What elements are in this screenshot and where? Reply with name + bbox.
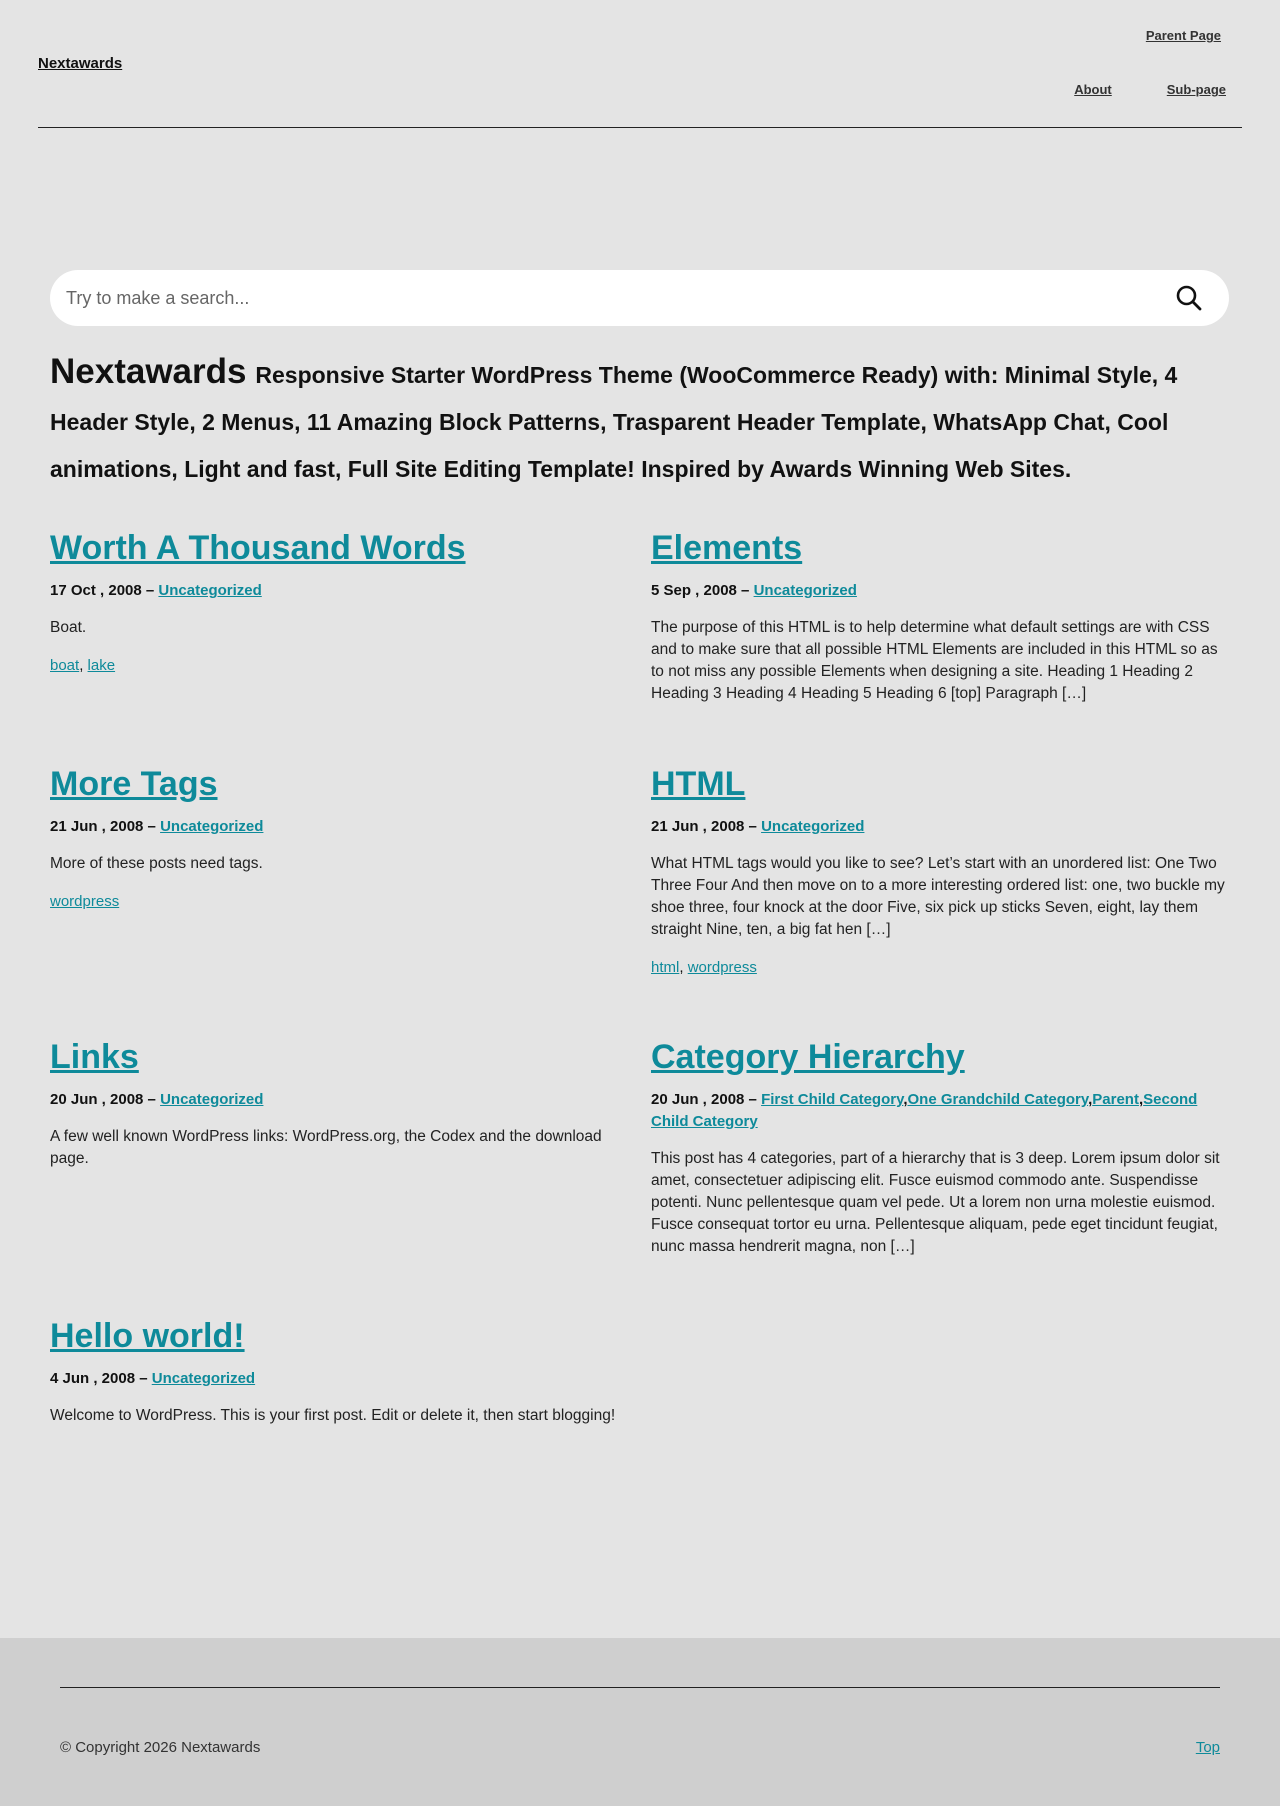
post-meta [50,1368,625,1390]
nav-item-sub-page[interactable]: Sub-page [1166,82,1226,97]
post-card [50,1314,625,1427]
post-title-link[interactable]: Worth A Thousand Words [50,529,466,567]
post-category-link[interactable]: Uncategorized [151,1370,256,1387]
post-meta [50,816,625,838]
post-category-link[interactable]: Second Child Category [651,1091,1198,1130]
post-title-link[interactable]: Links [50,1038,139,1076]
post-tag-link[interactable]: wordpress [50,893,120,910]
post-meta [651,580,1226,602]
post-excerpt: What HTML tags would you like to see? Let’s start with an unordered list: One Two Three Four And then move on to a more interesting ordered list: one, two buckle my shoe three, four knock at the door Five, six pick up sticks Seven, eight, lay them straight Nine, ten, a big fat hen […] [651,855,1225,938]
post-date: 4 Jun , 2008 – [50,1370,148,1387]
search-form [50,270,1229,326]
site-title-link[interactable]: Nextawards [38,55,123,72]
copyright-text: © Copyright 2026 Nextawards [60,1739,261,1756]
post-tag-link[interactable]: html [651,959,680,976]
post-date: 21 Jun , 2008 – [50,818,156,835]
post-excerpt: Welcome to WordPress. This is your first post. Edit or delete it, then start blogging! [50,1407,616,1424]
post-meta [50,580,625,602]
post-title-link[interactable]: More Tags [50,765,218,803]
post-tags: html, wordpress [651,959,757,976]
post-meta: 20 Jun , 2008 – First Child Category,One Grandchild Category,Parent,Second Child Category [651,1091,1198,1130]
post-tag-link[interactable]: wordpress [687,959,757,976]
site-header [38,0,1242,128]
post-category-link[interactable]: First Child Category [761,1091,904,1108]
post-date: 20 Jun , 2008 – [50,1091,156,1108]
post-tag-link[interactable]: lake [87,657,116,674]
post-card [50,762,625,913]
post-title-link[interactable]: Elements [651,529,803,567]
post-excerpt: A few well known WordPress links: WordPress.org, the Codex and the download page. [50,1128,602,1167]
post-card [50,526,625,677]
intro-brand: Nextawards [50,352,247,391]
search-input[interactable] [50,270,1161,326]
post-category-link[interactable]: Uncategorized [761,818,865,835]
intro-heading [50,350,1240,491]
post-excerpt: Boat. [50,619,87,636]
post-title-link[interactable]: Category Hierarchy [651,1038,965,1076]
post-card [50,1035,625,1170]
post-category-link[interactable]: One Grandchild Category [907,1091,1089,1108]
intro-tagline: Responsive Starter WordPress Theme (WooCommerce Ready) with: Minimal Style, 4 Header Style, 2 Menus, 11 Amazing Block Patterns, Trasparent Header Template, WhatsApp Chat, Cool animations, Light and fast, Full Site Editing Template! Inspired by Awards Winning Web Sites. [50,362,1178,482]
post-card [651,762,1226,979]
post-title-link[interactable]: Hello world! [50,1317,245,1355]
post-meta [651,816,1226,838]
post-meta [50,1089,625,1111]
post-category-link[interactable]: Uncategorized [158,582,262,599]
back-to-top-link[interactable]: Top [1195,1739,1220,1756]
post-category-link[interactable]: Parent [1092,1091,1139,1108]
post-excerpt: The purpose of this HTML is to help determine what default settings are with CSS and to make sure that all possible HTML Elements are included in this HTML so as to not miss any possible Elements when designing a site. Heading 1 Heading 2 Heading 3 Heading 4 Heading 5 Heading 6 [top] Paragraph […] [651,619,1218,702]
post-date: 17 Oct , 2008 – [50,582,155,599]
post-card [651,1035,1226,1258]
post-category-link[interactable]: Uncategorized [753,582,857,599]
post-tags [50,891,625,913]
site-footer [0,1638,1280,1806]
post-tags: boat, lake [50,657,116,674]
post-title-link[interactable]: HTML [651,765,746,803]
search-button[interactable] [1161,270,1217,326]
post-tag-link[interactable]: boat [50,657,80,674]
main-nav [1074,82,1226,97]
post-excerpt: This post has 4 categories, part of a hierarchy that is 3 deep. Lorem ipsum dolor sit amet, consectetuer adipiscing elit. Fusce euismod commodo ante. Suspendisse potenti. Nunc pellentesque quam vel pede. Ut a lorem non urna molestie euismod. Fusce consequat tortor eu urna. Pellentesque aliquam, pede eget tincidunt feugiat, nunc massa hendrerit magna, non […] [651,1150,1220,1255]
search-icon [1175,284,1203,312]
nav-item-parent-page[interactable]: Parent Page [1145,28,1221,43]
post-category-link[interactable]: Uncategorized [160,1091,264,1108]
post-card [651,526,1226,705]
post-category-link[interactable]: Uncategorized [160,818,264,835]
post-date: 21 Jun , 2008 – [651,818,757,835]
post-excerpt: More of these posts need tags. [50,855,263,872]
nav-item-about[interactable]: About [1074,82,1112,97]
post-date: 20 Jun , 2008 – [651,1091,757,1108]
footer-divider [60,1687,1220,1688]
post-date: 5 Sep , 2008 – [651,582,750,599]
